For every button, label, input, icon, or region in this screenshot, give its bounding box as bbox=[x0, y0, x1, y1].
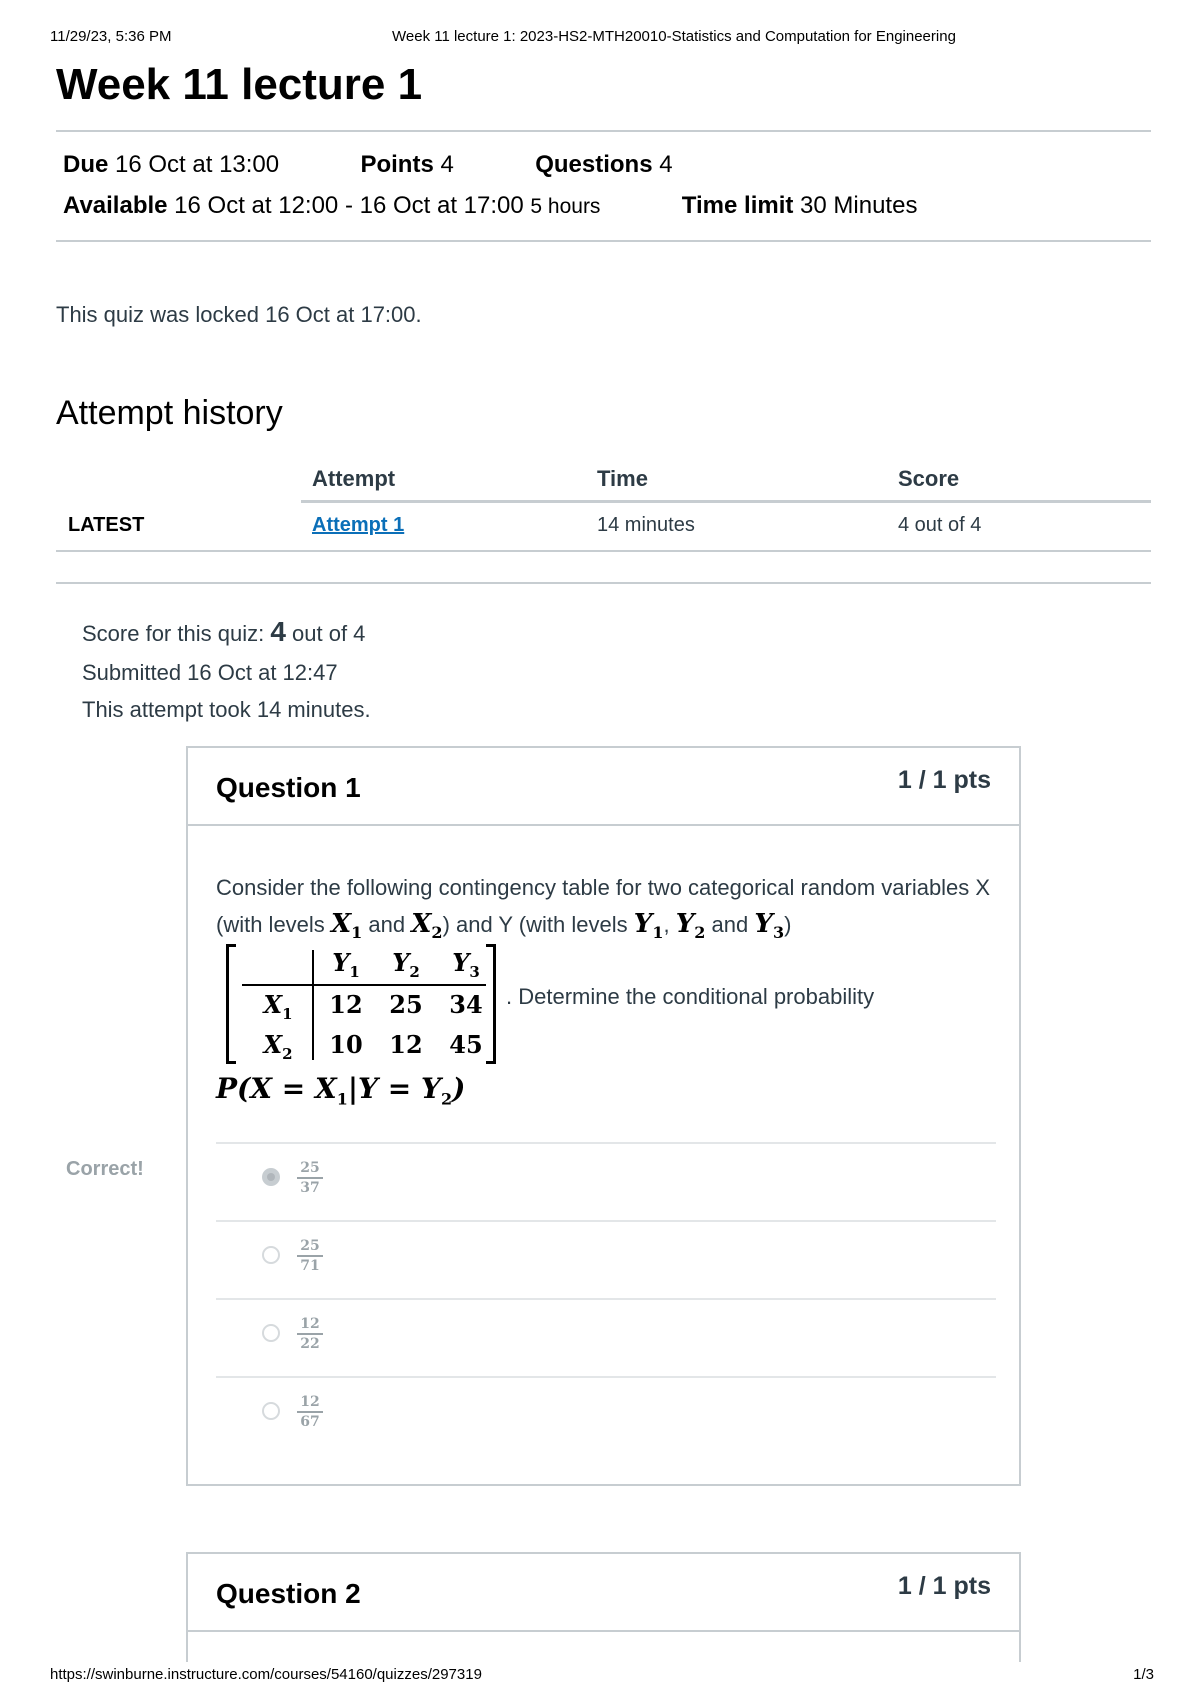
question-1-points: 1 / 1 pts bbox=[897, 766, 991, 794]
table-header-rule bbox=[301, 500, 1151, 503]
radio-unselected[interactable] bbox=[262, 1246, 280, 1264]
table-cell: 10 bbox=[329, 1030, 363, 1059]
question-text-and: and bbox=[711, 912, 749, 937]
questions-value: 4 bbox=[659, 151, 673, 178]
matrix-bracket-left bbox=[226, 944, 236, 1064]
answer-fraction bbox=[297, 1394, 323, 1430]
attempt-history-title: Attempt history bbox=[56, 394, 283, 432]
radio-unselected[interactable] bbox=[262, 1402, 280, 1420]
answer-option[interactable] bbox=[216, 1220, 996, 1298]
latest-label: LATEST bbox=[68, 514, 145, 536]
divider bbox=[56, 130, 1151, 132]
attempt-1-link[interactable]: Attempt 1 bbox=[312, 514, 405, 536]
question-1-prompt: . Determine the conditional probability bbox=[506, 984, 875, 1009]
question-1-header bbox=[188, 748, 1019, 826]
question-text-comma: , bbox=[663, 912, 670, 937]
question-1-title: Question 1 bbox=[216, 772, 361, 803]
answer-fraction bbox=[297, 1160, 323, 1196]
radio-unselected[interactable] bbox=[262, 1324, 280, 1342]
row-header-x1: $X_1$ bbox=[263, 990, 293, 1023]
contingency-table bbox=[226, 944, 496, 1064]
correct-answer-label: Correct! bbox=[66, 1158, 144, 1180]
score-prefix: Score for this quiz: bbox=[82, 621, 265, 646]
col-header-y1: $Y_1$ bbox=[332, 948, 360, 981]
question-1-card bbox=[186, 746, 1021, 1486]
available-label: Available bbox=[63, 192, 168, 219]
fraction-denominator: 37 bbox=[300, 1180, 320, 1196]
col-header-y2: $Y_2$ bbox=[392, 948, 420, 981]
table-cell: 45 bbox=[449, 1030, 483, 1059]
fraction-denominator: 22 bbox=[300, 1336, 320, 1352]
question-2-title: Question 2 bbox=[216, 1578, 361, 1609]
print-datetime: 11/29/23, 5:36 PM bbox=[50, 28, 172, 45]
question-text-part: Consider the following contingency table for two categorical random variables X (with levels bbox=[216, 875, 991, 937]
due-label: Due bbox=[63, 151, 109, 178]
score-suffix: out of 4 bbox=[292, 621, 366, 646]
math-y2: $Y_2$ bbox=[675, 909, 706, 943]
fraction-numerator: 25 bbox=[297, 1160, 323, 1179]
row-header-x2: $X_2$ bbox=[263, 1030, 293, 1063]
math-x2: $X_2$ bbox=[411, 909, 443, 943]
conditional-probability-expression: $P(X = X_1|Y = Y_2)$ bbox=[216, 1072, 466, 1109]
print-document-title: Week 11 lecture 1: 2023-HS2-MTH20010-Statistics and Computation for Engineering bbox=[392, 28, 956, 45]
available-duration: 5 hours bbox=[530, 195, 601, 218]
column-header-time: Time bbox=[597, 466, 648, 491]
points-value: 4 bbox=[440, 151, 454, 178]
question-text-and: and bbox=[368, 912, 406, 937]
attempt-duration-text: This attempt took 14 minutes. bbox=[82, 697, 371, 722]
available-value: 16 Oct at 12:00 - 16 Oct at 17:00 bbox=[174, 192, 524, 219]
radio-selected[interactable] bbox=[262, 1168, 280, 1186]
page-title: Week 11 lecture 1 bbox=[56, 60, 423, 109]
quiz-score-summary bbox=[82, 616, 365, 648]
table-cell: 25 bbox=[389, 990, 423, 1019]
table-cell: 12 bbox=[389, 1030, 423, 1059]
time-limit-value: 30 Minutes bbox=[800, 192, 918, 219]
answer-option[interactable] bbox=[216, 1142, 996, 1220]
quiz-meta-row-1 bbox=[63, 151, 673, 179]
answer-fraction bbox=[297, 1316, 323, 1352]
submitted-text: Submitted 16 Oct at 12:47 bbox=[82, 660, 338, 685]
fraction-denominator: 71 bbox=[300, 1258, 320, 1274]
matrix-divider-horizontal bbox=[242, 984, 486, 986]
attempt-score: 4 out of 4 bbox=[898, 514, 982, 536]
fraction-numerator: 12 bbox=[297, 1316, 323, 1335]
question-text-part: ) and Y (with levels bbox=[442, 912, 628, 937]
answer-option[interactable] bbox=[216, 1376, 996, 1454]
locked-message: This quiz was locked 16 Oct at 17:00. bbox=[56, 302, 422, 327]
attempt-time: 14 minutes bbox=[597, 514, 695, 536]
divider bbox=[56, 240, 1151, 242]
print-page-number: 1/3 bbox=[1133, 1666, 1154, 1683]
points-label: Points bbox=[360, 151, 434, 178]
question-2-card bbox=[186, 1552, 1021, 1662]
col-header-y3: $Y_3$ bbox=[452, 948, 480, 981]
math-y1: $Y_1$ bbox=[633, 909, 664, 943]
print-url: https://swinburne.instructure.com/courses/54160/quizzes/297319 bbox=[50, 1666, 482, 1683]
fraction-denominator: 67 bbox=[300, 1414, 320, 1430]
time-limit-label: Time limit bbox=[681, 192, 794, 219]
divider bbox=[56, 582, 1151, 584]
questions-label: Questions bbox=[535, 151, 653, 178]
question-1-text bbox=[216, 870, 996, 951]
question-1-answers bbox=[216, 1142, 996, 1454]
table-row-rule bbox=[56, 550, 1151, 552]
matrix-divider-vertical bbox=[312, 950, 314, 1060]
question-2-header bbox=[188, 1554, 1019, 1632]
math-x1: $X_1$ bbox=[330, 909, 363, 943]
column-header-attempt: Attempt bbox=[312, 466, 396, 491]
answer-fraction bbox=[297, 1238, 323, 1274]
table-cell: 12 bbox=[329, 990, 363, 1019]
quiz-meta-row-2 bbox=[63, 192, 917, 220]
question-2-points: 1 / 1 pts bbox=[897, 1572, 991, 1600]
due-value: 16 Oct at 13:00 bbox=[115, 151, 280, 178]
math-y3: $Y_3$ bbox=[754, 909, 785, 943]
answer-option[interactable] bbox=[216, 1298, 996, 1376]
fraction-numerator: 25 bbox=[297, 1238, 323, 1257]
column-header-score: Score bbox=[898, 466, 960, 491]
fraction-numerator: 12 bbox=[297, 1394, 323, 1413]
table-cell: 34 bbox=[449, 990, 483, 1019]
question-text-close: ) bbox=[784, 912, 792, 937]
score-value: 4 bbox=[270, 616, 286, 647]
